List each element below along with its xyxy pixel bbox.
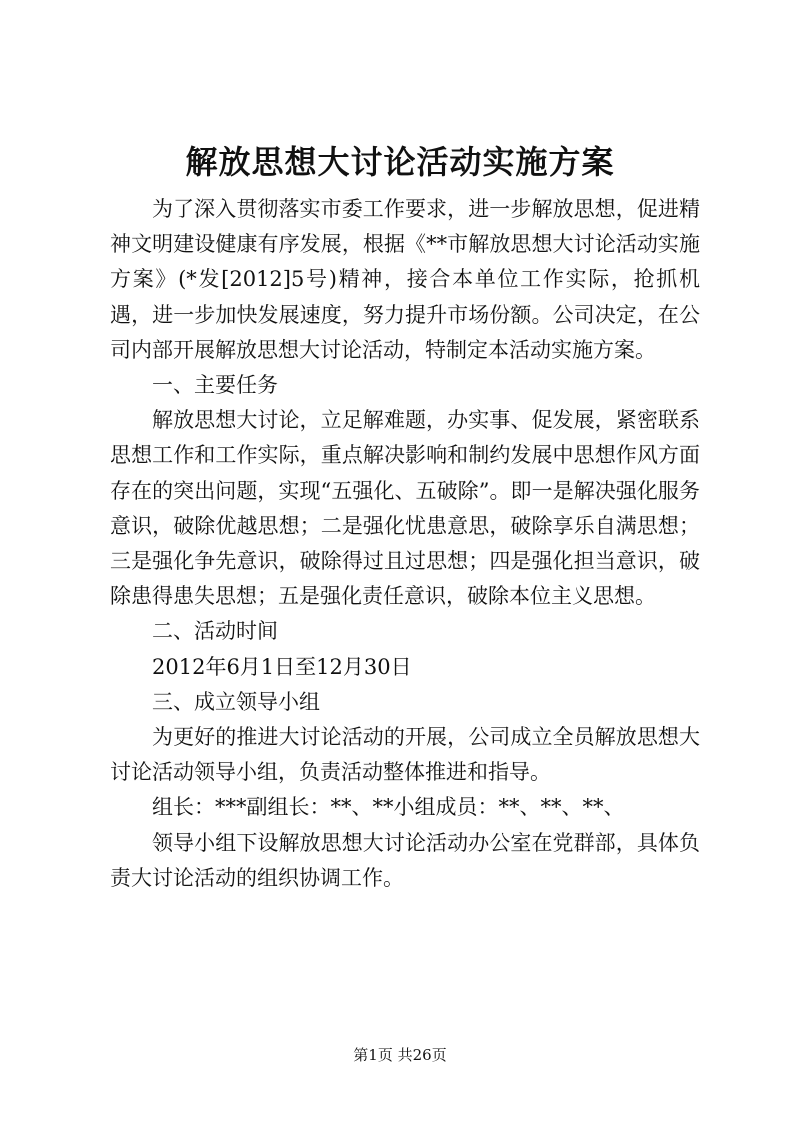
- paragraph-intro: 为了深入贯彻落实市委工作要求，进一步解放思想，促进精神文明建设健康有序发展，根据《**市解放思想大讨论活动实施方案》(*发[2012]5号)精神，接合本单位工作实际，抢抓机遇，进一步加快发展速度，努力提升市场份额。公司决定，在公司内部开展解放思想大讨论活动，特制定本活动实施方案。: [110, 197, 700, 362]
- paragraph-office: 领导小组下设解放思想大讨论活动办公室在党群部，具体负责大讨论活动的组织协调工作。: [110, 830, 700, 890]
- paragraph-leadership-group: 为更好的推进大讨论活动的开展，公司成立全员解放思想大讨论活动领导小组，负责活动整体推进和指导。: [110, 725, 700, 785]
- section-heading-activity-time: 二、活动时间: [152, 619, 278, 644]
- page-number-footer: 第1页 共26页: [353, 1046, 447, 1064]
- paragraph-group-members: 组长：***副组长：**、**小组成员：**、**、**、: [152, 795, 625, 820]
- section-heading-main-tasks: 一、主要任务: [152, 373, 278, 398]
- document-body: [110, 192, 700, 896]
- paragraph-main-tasks: 解放思想大讨论，立足解难题，办实事、促发展，紧密联系思想工作和工作实际，重点解决影响和制约发展中思想作风方面存在的突出问题，实现“五强化、五破除”。即一是解决强化服务意识，破除优越思想；二是强化忧患意思，破除享乐自满思想；三是强化争先意识，破除得过且过思想；四是强化担当意识，破除患得患失思想；五是强化责任意识，破除本位主义思想。: [110, 408, 700, 609]
- section-heading-leadership-group: 三、成立领导小组: [152, 689, 320, 714]
- paragraph-activity-time: 2012年6月1日至12月30日: [152, 654, 412, 679]
- document-title: 解放思想大讨论活动实施方案: [185, 143, 615, 181]
